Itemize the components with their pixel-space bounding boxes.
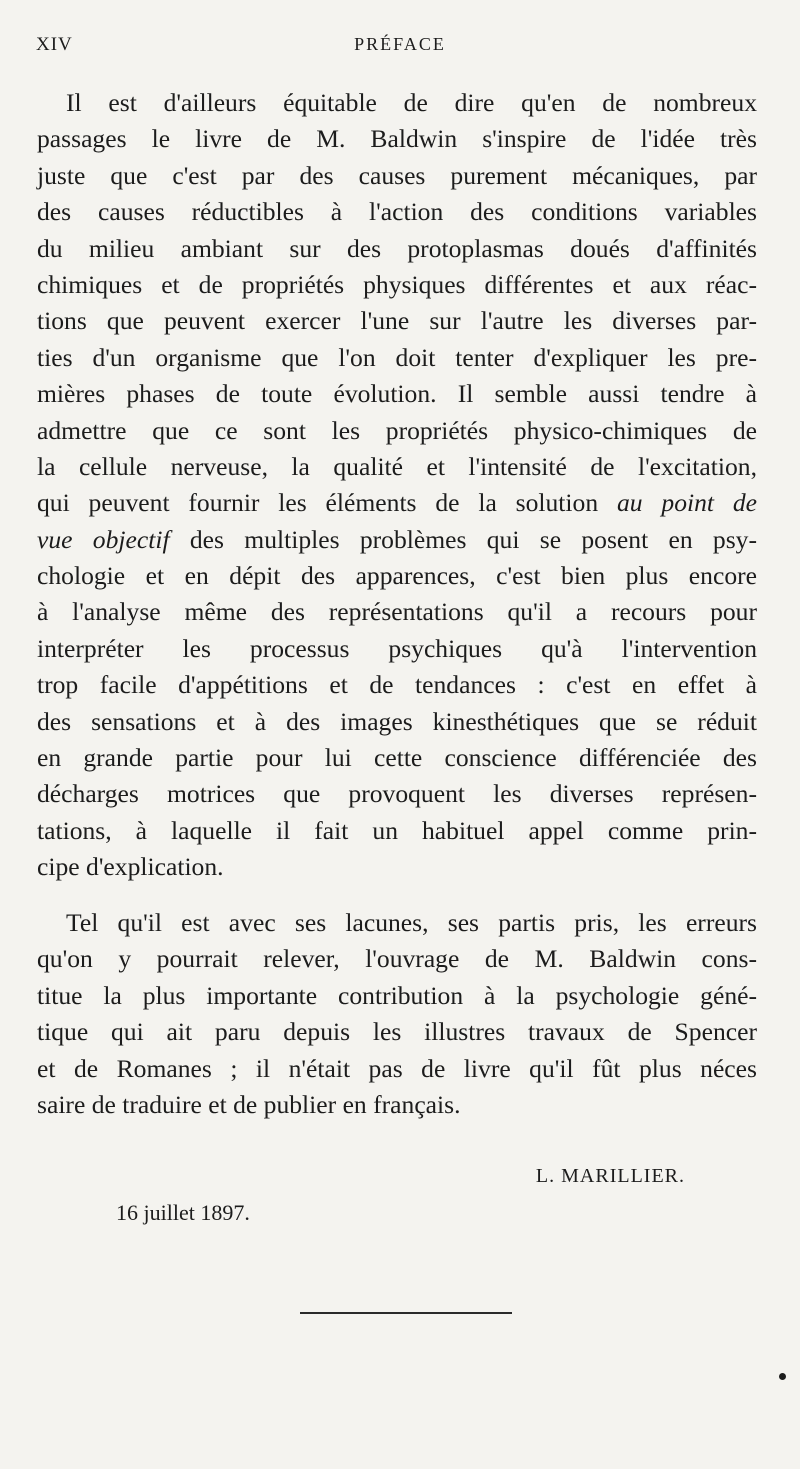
text-line: interpréter les processus psychiques qu'à l'intervention: [37, 633, 757, 663]
text-line: des causes réductibles à l'action des conditions variables: [37, 197, 757, 227]
paragraph-2: [37, 905, 757, 1123]
text-line: qu'on y pourrait relever, l'ouvrage de M. Baldwin cons-: [37, 944, 757, 974]
text-line: juste que c'est par des causes purement mécaniques, par: [37, 160, 757, 190]
text-line: admettre que ce sont les propriétés physico-chimiques de: [37, 415, 757, 445]
text-line: décharges motrices que provoquent les diverses représen-: [37, 779, 757, 809]
paragraph-1: [37, 85, 757, 886]
text-line: tions que peuvent exercer l'une sur l'autre les diverses par-: [37, 306, 757, 336]
text-line: vue objectif des multiples problèmes qui se posent en psy-: [37, 524, 758, 554]
text-line: titue la plus importante contribution à la psychologie géné-: [37, 980, 757, 1010]
text-line: Il est d'ailleurs équitable de dire qu'en de nombreux: [66, 88, 757, 117]
text-line: et de Romanes ; il n'était pas de livre qu'il fût plus néces: [37, 1053, 757, 1083]
date-line: 16 juillet 1897.: [116, 1200, 250, 1225]
text-line: chologie et en dépit des apparences, c'est bien plus encore: [37, 561, 757, 591]
text-line: du milieu ambiant sur des protoplasmas doués d'affinités: [37, 233, 757, 263]
text-line: tique qui ait paru depuis les illustres travaux de Spencer: [37, 1017, 757, 1047]
author-signature: L. MARILLIER.: [535, 1165, 685, 1187]
ink-dot: [779, 1373, 786, 1380]
text-line: ties d'un organisme que l'on doit tenter d'expliquer les pre-: [37, 342, 757, 372]
text-line: en grande partie pour lui cette conscience différenciée des: [37, 743, 757, 773]
page-number: XIV: [36, 34, 73, 55]
text-line: à l'analyse même des représentations qu'il a recours pour: [37, 597, 757, 627]
closing-rule: [300, 1312, 512, 1314]
text-line: chimiques et de propriétés physiques différentes et aux réac-: [37, 269, 757, 299]
text-line: des sensations et à des images kinesthétiques que se réduit: [37, 706, 757, 736]
text-line: Tel qu'il est avec ses lacunes, ses partis pris, les erreurs: [66, 908, 757, 937]
text-line: tations, à laquelle il fait un habituel appel comme prin-: [37, 815, 757, 845]
text-line: qui peuvent fournir les éléments de la solution au point de: [37, 488, 757, 518]
page-header: [36, 34, 764, 62]
text-line: la cellule nerveuse, la qualité et l'intensité de l'excitation,: [37, 451, 757, 481]
text-line: cipe d'explication.: [37, 852, 224, 882]
text-line: trop facile d'appétitions et de tendances : c'est en effet à: [37, 670, 757, 700]
running-head: PRÉFACE: [354, 34, 446, 54]
text-line: passages le livre de M. Baldwin s'inspire de l'idée très: [37, 124, 757, 154]
text-line: saire de traduire et de publier en français.: [37, 1089, 461, 1119]
text-line: mières phases de toute évolution. Il semble aussi tendre à: [37, 379, 757, 409]
